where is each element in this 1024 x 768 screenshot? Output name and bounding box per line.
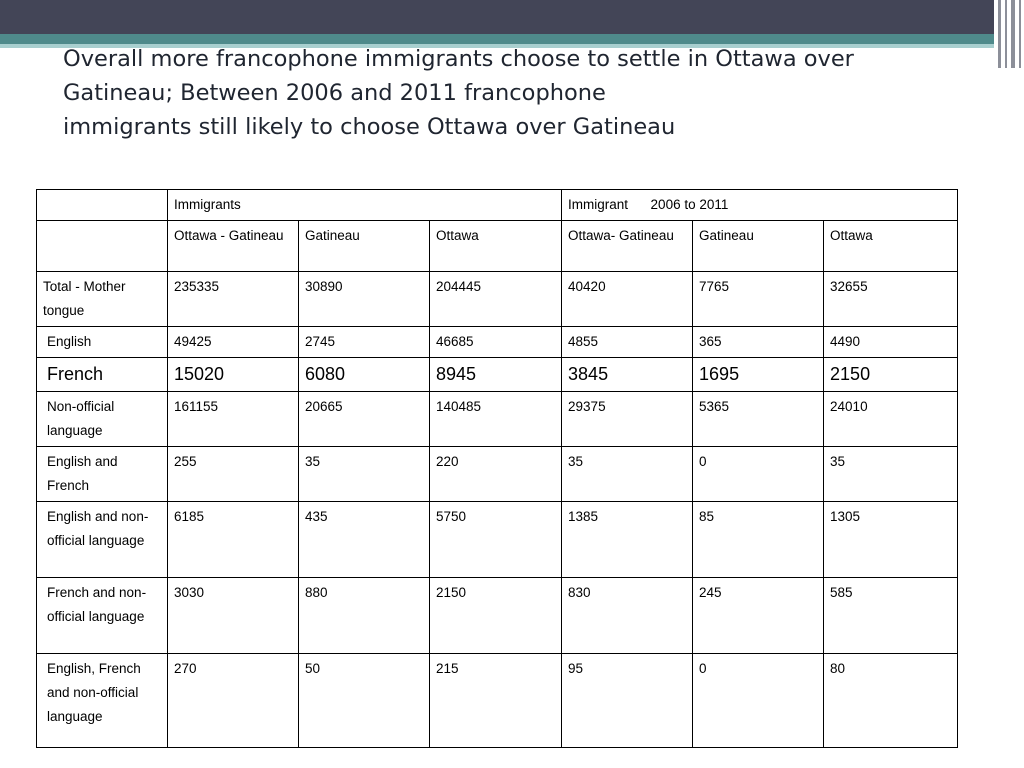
table-cell: 6080 <box>299 358 430 392</box>
table-cell: 30890 <box>299 272 430 327</box>
table-cell: 85 <box>693 502 824 578</box>
table-cell: 0 <box>693 654 824 748</box>
row-label: Total - Mother tongue <box>37 272 168 327</box>
table-corner-cell-2 <box>37 221 168 272</box>
table-cell: 220 <box>430 447 562 502</box>
table-row <box>37 327 958 358</box>
table-row <box>37 392 958 447</box>
column-header: Ottawa- Gatineau <box>562 221 693 272</box>
table-cell: 270 <box>168 654 299 748</box>
column-header: Gatineau <box>693 221 824 272</box>
slide-corner-stripes <box>994 0 1024 68</box>
mother-tongue-table <box>36 189 958 748</box>
table-cell: 365 <box>693 327 824 358</box>
row-label: English <box>37 327 168 358</box>
column-header: Ottawa - Gatineau <box>168 221 299 272</box>
table-cell: 35 <box>824 447 958 502</box>
table-cell: 215 <box>430 654 562 748</box>
slide-top-bar <box>0 0 1024 34</box>
table-cell: 585 <box>824 578 958 654</box>
table-row <box>37 447 958 502</box>
table-cell: 3030 <box>168 578 299 654</box>
slide-title <box>63 42 993 144</box>
table-cell: 2150 <box>824 358 958 392</box>
group-header-2006-2011: Immigrant 2006 to 2011 <box>562 190 958 221</box>
table-cell: 255 <box>168 447 299 502</box>
table-cell: 435 <box>299 502 430 578</box>
row-label: French and non-official language <box>37 578 168 654</box>
table-cell: 29375 <box>562 392 693 447</box>
table-cell: 2150 <box>430 578 562 654</box>
table-cell: 5750 <box>430 502 562 578</box>
table-row <box>37 502 958 578</box>
table-cell: 830 <box>562 578 693 654</box>
table-cell: 35 <box>562 447 693 502</box>
table-row-french <box>37 358 958 392</box>
table-cell: 3845 <box>562 358 693 392</box>
title-line-2: Gatineau; Between 2006 and 2011 francophone <box>63 80 606 106</box>
table-cell: 80 <box>824 654 958 748</box>
table-cell: 40420 <box>562 272 693 327</box>
table-cell: 24010 <box>824 392 958 447</box>
table-cell: 15020 <box>168 358 299 392</box>
table-cell: 35 <box>299 447 430 502</box>
row-label: English and non-official language <box>37 502 168 578</box>
table-cell: 1305 <box>824 502 958 578</box>
table-row <box>37 272 958 327</box>
column-header: Ottawa <box>430 221 562 272</box>
table-cell: 7765 <box>693 272 824 327</box>
row-label: Non-official language <box>37 392 168 447</box>
row-label: French <box>37 358 168 392</box>
table-cell: 4490 <box>824 327 958 358</box>
row-label: English, French and non-official language <box>37 654 168 748</box>
table-cell: 6185 <box>168 502 299 578</box>
table-cell: 20665 <box>299 392 430 447</box>
table-cell: 95 <box>562 654 693 748</box>
table-group-header-row <box>37 190 958 221</box>
title-line-3: immigrants still likely to choose Ottawa over Gatineau <box>63 114 676 140</box>
table-cell: 5365 <box>693 392 824 447</box>
table-cell: 50 <box>299 654 430 748</box>
table-cell: 245 <box>693 578 824 654</box>
table-cell: 1385 <box>562 502 693 578</box>
table-cell: 46685 <box>430 327 562 358</box>
table-cell: 161155 <box>168 392 299 447</box>
table-cell: 4855 <box>562 327 693 358</box>
table-corner-cell <box>37 190 168 221</box>
title-line-1: Overall more francophone immigrants choose to settle in Ottawa over <box>63 46 854 72</box>
table-row <box>37 654 958 748</box>
column-header: Gatineau <box>299 221 430 272</box>
table-cell: 140485 <box>430 392 562 447</box>
table-cell: 32655 <box>824 272 958 327</box>
table-cell: 8945 <box>430 358 562 392</box>
table-sub-header-row <box>37 221 958 272</box>
group-header-immigrants: Immigrants <box>168 190 562 221</box>
table-cell: 0 <box>693 447 824 502</box>
table-cell: 2745 <box>299 327 430 358</box>
table-row <box>37 578 958 654</box>
table-cell: 49425 <box>168 327 299 358</box>
table-cell: 880 <box>299 578 430 654</box>
table-cell: 1695 <box>693 358 824 392</box>
table-cell: 235335 <box>168 272 299 327</box>
table-cell: 204445 <box>430 272 562 327</box>
column-header: Ottawa <box>824 221 958 272</box>
row-label: English and French <box>37 447 168 502</box>
